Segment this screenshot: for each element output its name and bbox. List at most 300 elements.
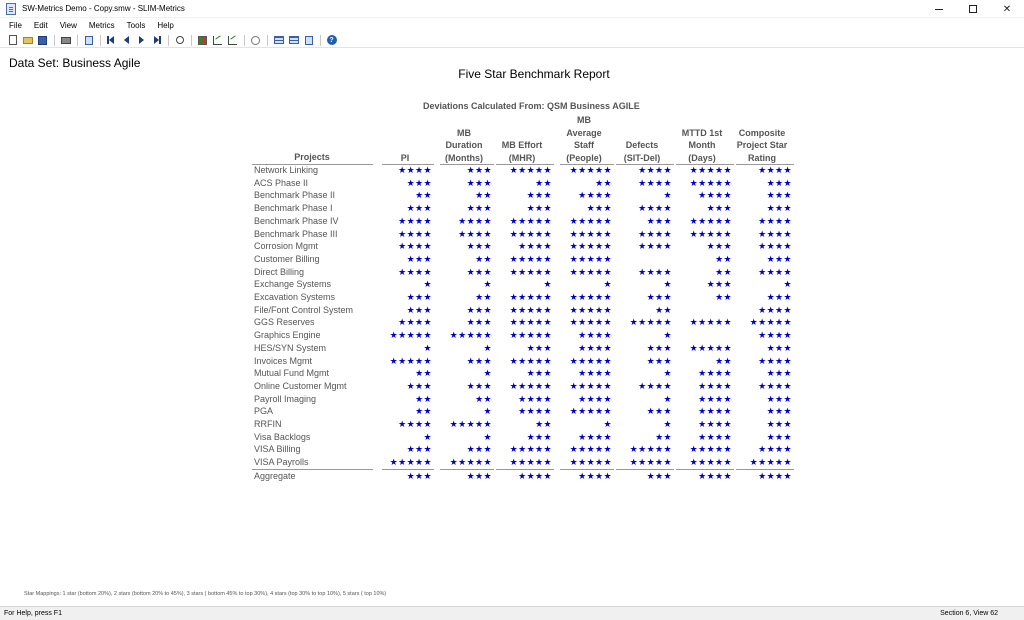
star-rating: ★★★★★: [689, 342, 732, 353]
star-rating: ★★★★★: [689, 165, 732, 175]
app-icon: [6, 3, 16, 15]
star-rating: ★★★★: [398, 241, 432, 252]
column-header: [609, 139, 675, 164]
star-rating: ★★★: [766, 342, 792, 353]
column-header: [553, 114, 615, 164]
star-rating: ★★★★: [698, 393, 732, 404]
table-alt-icon: [289, 36, 299, 44]
save-icon: [38, 36, 47, 45]
star-rating: ★★★★: [638, 203, 672, 214]
projects-header: Projects: [294, 152, 330, 162]
table-row: [252, 178, 812, 191]
new-button[interactable]: [6, 34, 19, 46]
star-rating: ★★★★★: [689, 457, 732, 468]
star-rating: ★★★: [466, 355, 492, 366]
column-header: [729, 127, 795, 165]
project-name: PGA: [254, 406, 274, 417]
next-icon: [139, 36, 144, 44]
star-rating: ★★★: [466, 177, 492, 188]
star-rating: ★★★★★: [569, 228, 612, 239]
star-rating: ★★★★★: [569, 406, 612, 417]
table-row: [252, 241, 812, 254]
star-rating: ★★★★★: [569, 380, 612, 391]
table-row: [252, 317, 812, 330]
menu-metrics[interactable]: Metrics: [88, 20, 115, 30]
column-header-line: MB Effort: [501, 140, 543, 150]
column-header: [433, 127, 495, 165]
star-rating: ★★★★★: [689, 228, 732, 239]
star-rating: ★: [483, 342, 492, 353]
project-name: Payroll Imaging: [254, 393, 317, 404]
star-rating: ★★★★: [758, 355, 792, 366]
aggregate-rule: [252, 469, 373, 470]
star-rating: ★★★★: [398, 266, 432, 277]
star-rating: ★★★: [466, 203, 492, 214]
star-rating: ★★: [535, 177, 552, 188]
help-button[interactable]: [325, 34, 338, 46]
star-rating: ★★★★★: [509, 355, 552, 366]
star-rating: ★★★★★: [509, 330, 552, 341]
star-rating: ★★★★★: [629, 457, 672, 468]
star-rating: ★★★: [406, 380, 432, 391]
star-rating: ★★★: [646, 355, 672, 366]
table-row: [252, 343, 812, 356]
project-name: Excavation Systems: [254, 292, 336, 302]
close-button[interactable]: [990, 0, 1024, 18]
toolbar-separator: [244, 35, 245, 46]
star-rating: ★★★★: [518, 471, 552, 482]
column-header-line: Composite: [738, 127, 786, 138]
star-rating: ★★★: [646, 292, 672, 302]
star-rating: ★★★: [406, 203, 432, 214]
project-name: Exchange Systems: [254, 279, 332, 290]
star-rating: ★★: [535, 419, 552, 429]
star-rating: ★★★★: [458, 215, 492, 226]
star-rating: ★★★: [766, 368, 792, 379]
star-rating: ★★★★: [758, 215, 792, 226]
star-rating: ★: [663, 393, 672, 404]
table-row: [252, 229, 812, 242]
toolbar-separator: [267, 35, 268, 46]
maximize-button[interactable]: [956, 0, 990, 18]
toolbar-separator: [320, 35, 321, 46]
star-rating: ★★: [475, 393, 492, 404]
column-header-line: (SIT-Del): [623, 152, 661, 163]
star-rating: ★★★: [766, 292, 792, 302]
column-header-line: Average: [566, 127, 602, 138]
next-button[interactable]: [135, 34, 148, 46]
menu-view[interactable]: View: [59, 20, 77, 30]
star-rating: ★★★★: [698, 380, 732, 391]
report-title: [0, 67, 1024, 81]
star-rating: ★: [663, 279, 672, 290]
star-rating: ★★★★★: [569, 253, 612, 264]
star-rating: ★★: [415, 393, 432, 404]
column-header-line: (Months): [445, 152, 483, 163]
column-header-line: Duration: [445, 140, 483, 150]
menu-file[interactable]: File: [9, 20, 22, 30]
star-rating: ★★★: [406, 177, 432, 188]
star-rating: ★★★: [766, 253, 792, 264]
aggregate-rule: [382, 469, 434, 470]
column-header-line: MB: [577, 115, 591, 125]
menu-tools[interactable]: Tools: [126, 20, 146, 30]
star-rating: ★: [663, 419, 672, 429]
help-icon: ?: [327, 35, 337, 45]
chart-alt-icon: [228, 36, 237, 45]
table-row: [252, 292, 812, 305]
star-rating: ★: [663, 190, 672, 201]
column-header-line: (People): [566, 152, 602, 163]
star-rating: ★★★: [586, 203, 612, 214]
star-rating: ★★★★★: [749, 457, 792, 468]
aggregate-rule: [736, 469, 794, 470]
star-rating: ★★★★★: [509, 317, 552, 328]
star-rating: ★★★★: [698, 471, 732, 482]
star-rating: ★★★★: [698, 368, 732, 379]
aggregate-rule: [560, 469, 614, 470]
star-rating: ★★★★: [518, 241, 552, 252]
project-name: GGS Reserves: [254, 317, 315, 328]
star-rating: ★: [663, 330, 672, 341]
star-rating: ★★★★★: [509, 444, 552, 455]
project-name: Direct Billing: [254, 266, 305, 277]
table-row: [252, 356, 812, 369]
star-rating: ★★★★: [758, 165, 792, 175]
star-rating: ★: [483, 406, 492, 417]
previous-button[interactable]: [120, 34, 133, 46]
star-rating: ★★★★★: [449, 419, 492, 429]
star-rating: ★★★★★: [569, 241, 612, 252]
compare-button[interactable]: [226, 34, 239, 46]
project-name: Online Customer Mgmt: [254, 380, 347, 391]
star-rating: ★★★★★: [389, 457, 432, 468]
project-name: HES/SYN System: [254, 342, 327, 353]
table-button[interactable]: [272, 34, 285, 46]
project-name: RRFIN: [254, 419, 282, 429]
star-rating: ★★★: [766, 177, 792, 188]
project-name: Graphics Engine: [254, 330, 321, 341]
star-rating: ★★★: [406, 253, 432, 264]
menu-help[interactable]: Help: [157, 20, 174, 30]
star-rating: ★: [543, 279, 552, 290]
star-rating: ★★★: [406, 304, 432, 315]
star-rating: ★★★★: [638, 241, 672, 252]
open-button[interactable]: [21, 34, 34, 46]
star-rating: ★★★★★: [629, 317, 672, 328]
project-name: Invoices Mgmt: [254, 355, 313, 366]
status-view-info: Section 6, View 62: [940, 610, 998, 617]
star-rating: ★★★★★: [689, 317, 732, 328]
star-rating: ★★★★: [758, 241, 792, 252]
copy-button[interactable]: [82, 34, 95, 46]
column-header-line: Month: [688, 140, 716, 150]
star-rating: ★★: [415, 368, 432, 379]
star-rating: ★★★: [466, 444, 492, 455]
star-rating: ★★★: [646, 342, 672, 353]
star-rating: ★★★★: [758, 330, 792, 341]
project-name: Network Linking: [254, 165, 319, 175]
aggregate-row: [252, 471, 812, 484]
project-name: Corrosion Mgmt: [254, 241, 319, 252]
star-rating: ★★: [595, 177, 612, 188]
star-rating: ★: [663, 368, 672, 379]
star-rating: ★★★★★: [569, 304, 612, 315]
star-rating: ★★★★: [398, 165, 432, 175]
star-rating: ★★★★: [698, 406, 732, 417]
star-rating: ★★★: [766, 431, 792, 442]
star-rating: ★★: [715, 266, 732, 277]
aggregate-rule: [496, 469, 554, 470]
table-row: [252, 394, 812, 407]
star-rating: ★★★★: [638, 380, 672, 391]
project-name: Visa Backlogs: [254, 431, 311, 442]
chart-icon: [213, 36, 222, 45]
column-header-line: (Days): [688, 152, 716, 163]
star-rating: ★★★: [466, 317, 492, 328]
status-help-text: For Help, press F1: [4, 610, 62, 617]
star-rating: ★★★: [646, 471, 672, 482]
star-rating: ★★★★★: [749, 317, 792, 328]
aggregate-rule: [616, 469, 674, 470]
star-rating: ★★: [715, 355, 732, 366]
star-rating: ★★★★: [518, 406, 552, 417]
star-rating: ★★★★: [758, 471, 792, 482]
minimize-button[interactable]: [922, 0, 956, 18]
star-rating: ★★★★: [638, 177, 672, 188]
print-icon: [61, 37, 71, 44]
table-row: [252, 165, 812, 178]
star-rating: ★★★★: [758, 444, 792, 455]
menu-bar: [0, 18, 1024, 32]
report-title-text: Five Star Benchmark Report: [458, 67, 610, 81]
star-mapping-footnote: Star Mappings: 1 star (bottom 20%), 2 stars (bottom 20% to 45%), 3 stars ( bottom 45% to top 30%), 4 stars (top 30% to top 10%), 5 stars ( top 10%): [24, 591, 387, 597]
table-row: [252, 267, 812, 280]
project-name: Mutual Fund Mgmt: [254, 368, 330, 379]
export-button[interactable]: [302, 34, 315, 46]
star-rating: ★★★: [766, 419, 792, 429]
star-rating: ★★★★★: [509, 380, 552, 391]
star-rating: ★★★: [526, 203, 552, 214]
chart-button[interactable]: [211, 34, 224, 46]
star-rating: ★★★★★: [509, 228, 552, 239]
star-rating: ★★★: [706, 203, 732, 214]
star-rating: ★★★★: [398, 228, 432, 239]
column-header-line: MTTD 1st: [681, 127, 723, 138]
dataset-label: Data Set: Business Agile: [9, 56, 141, 70]
star-rating: ★★★: [526, 368, 552, 379]
previous-icon: [124, 36, 129, 44]
column-header: [375, 152, 435, 165]
first-icon: [109, 36, 114, 44]
star-rating: ★★★: [766, 393, 792, 404]
star-rating: ★: [423, 431, 432, 442]
star-rating: ★: [603, 419, 612, 429]
maximize-icon: [969, 5, 977, 13]
project-name: File/Font Control System: [254, 304, 354, 315]
star-rating: ★★★: [766, 406, 792, 417]
project-name: VISA Payrolls: [254, 457, 309, 468]
star-rating: ★★★★: [578, 190, 612, 201]
star-rating: ★★★★★: [509, 266, 552, 277]
star-rating: ★★★: [646, 406, 672, 417]
deviation-note: Deviations Calculated From: QSM Business AGILE: [423, 101, 640, 111]
project-name: Benchmark Phase I: [254, 203, 333, 214]
star-rating: ★★★★★: [389, 355, 432, 366]
star-rating: ★★★★★: [509, 304, 552, 315]
menu-edit[interactable]: Edit: [33, 20, 48, 30]
table-row: [252, 406, 812, 419]
star-rating: ★★★: [466, 266, 492, 277]
toolbar-separator: [168, 35, 169, 46]
star-rating: ★★★: [406, 292, 432, 302]
table-row: [252, 203, 812, 216]
toolbar-separator: [77, 35, 78, 46]
star-rating: ★★★★: [578, 431, 612, 442]
star-rating: ★: [603, 279, 612, 290]
column-header-line: Rating: [748, 152, 776, 163]
star-rating: ★★★: [466, 304, 492, 315]
project-name: Customer Billing: [254, 253, 320, 264]
star-rating: ★★: [655, 304, 672, 315]
title-bar: [0, 0, 1024, 18]
last-icon: [154, 36, 159, 44]
report-view: [0, 49, 1024, 606]
star-rating: ★★★★★: [449, 330, 492, 341]
star-rating: ★★★: [706, 241, 732, 252]
star-rating: ★★★★: [518, 393, 552, 404]
star-rating: ★★★: [766, 203, 792, 214]
zoom-icon: [176, 36, 184, 44]
star-rating: ★★: [415, 406, 432, 417]
star-rating: ★★★★: [758, 304, 792, 315]
target-icon: [251, 36, 260, 45]
table-row: [252, 432, 812, 445]
star-rating: ★: [483, 368, 492, 379]
star-rating: ★★: [475, 253, 492, 264]
star-rating: ★★★★: [578, 471, 612, 482]
toolbar-separator: [54, 35, 55, 46]
column-header: [489, 139, 555, 164]
star-rating: ★★★: [706, 279, 732, 290]
column-header-line: (MHR): [508, 152, 536, 163]
star-rating: ★★★★: [578, 393, 612, 404]
table-icon: [274, 36, 284, 44]
project-name: Benchmark Phase II: [254, 190, 336, 201]
project-name: Benchmark Phase III: [254, 228, 338, 239]
project-name: Benchmark Phase IV: [254, 215, 339, 226]
star-rating: ★★★: [466, 241, 492, 252]
star-rating: ★: [783, 279, 792, 290]
table-row: [252, 444, 812, 457]
column-header: [669, 127, 735, 165]
star-rating: ★: [483, 279, 492, 290]
star-rating: ★★★★★: [569, 444, 612, 455]
star-rating: ★★★: [406, 444, 432, 455]
table-row: [252, 254, 812, 267]
table-alt-button[interactable]: [287, 34, 300, 46]
star-rating: ★★★★: [578, 342, 612, 353]
toolbar: [0, 33, 1024, 48]
star-rating: ★★: [415, 190, 432, 201]
aggregate-rule: [676, 469, 734, 470]
target-button[interactable]: [249, 34, 262, 46]
star-rating: ★★★★: [638, 165, 672, 175]
star-rating: ★★: [715, 292, 732, 302]
column-header-line: MB: [457, 127, 471, 138]
star-rating: ★★★★★: [689, 215, 732, 226]
star-rating: ★★★★: [578, 330, 612, 341]
table-row: [252, 419, 812, 432]
star-rating: ★★★★★: [689, 177, 732, 188]
export-icon: [305, 36, 313, 45]
aggregate-label: Aggregate: [254, 471, 296, 482]
grid-button[interactable]: [196, 34, 209, 46]
toolbar-separator: [191, 35, 192, 46]
last-button[interactable]: [150, 34, 163, 46]
table-row: [252, 216, 812, 229]
star-rating: ★★★: [466, 380, 492, 391]
star-rating: ★★★★★: [509, 215, 552, 226]
first-button[interactable]: [105, 34, 118, 46]
star-rating: ★★★★★: [569, 457, 612, 468]
window-controls: [922, 0, 1024, 18]
star-rating: ★: [483, 431, 492, 442]
star-rating: ★★★: [526, 431, 552, 442]
open-icon: [23, 37, 33, 44]
star-rating: ★: [423, 342, 432, 353]
star-rating: ★★★★★: [569, 355, 612, 366]
star-rating: ★★★★: [578, 368, 612, 379]
grid-icon: [198, 36, 207, 45]
copy-icon: [85, 36, 93, 45]
star-rating: ★★★★★: [569, 266, 612, 277]
zoom-button[interactable]: [173, 34, 186, 46]
star-rating: ★: [423, 279, 432, 290]
table-row: [252, 305, 812, 318]
star-rating: ★★★★: [458, 228, 492, 239]
star-rating: ★★★★: [758, 266, 792, 277]
star-rating: ★★★: [466, 165, 492, 175]
star-rating: ★★: [475, 292, 492, 302]
star-rating: ★★★★★: [569, 215, 612, 226]
star-rating: ★★★★: [638, 266, 672, 277]
star-rating: ★★★★: [698, 419, 732, 429]
star-rating: ★★★★: [398, 317, 432, 328]
star-rating: ★★★★★: [509, 457, 552, 468]
star-rating: ★★★: [526, 190, 552, 201]
project-name: VISA Billing: [254, 444, 301, 455]
star-rating: ★★★★: [398, 419, 432, 429]
star-rating: ★★★★: [698, 431, 732, 442]
star-rating: ★★: [655, 431, 672, 442]
table-row: [252, 190, 812, 203]
star-rating: ★★★★★: [569, 317, 612, 328]
star-rating: ★★: [475, 190, 492, 201]
star-rating: ★★★★: [398, 215, 432, 226]
star-rating: ★★★★★: [509, 253, 552, 264]
star-rating: ★★★★★: [449, 457, 492, 468]
project-name: ACS Phase II: [254, 177, 309, 188]
table-row: [252, 381, 812, 394]
star-rating: ★★★★★: [509, 292, 552, 302]
star-rating: ★★★★★: [569, 292, 612, 302]
save-button[interactable]: [36, 34, 49, 46]
aggregate-rule: [440, 469, 494, 470]
star-rating: ★★★★★: [569, 165, 612, 175]
print-button[interactable]: [59, 34, 72, 46]
star-rating: ★★★: [766, 190, 792, 201]
